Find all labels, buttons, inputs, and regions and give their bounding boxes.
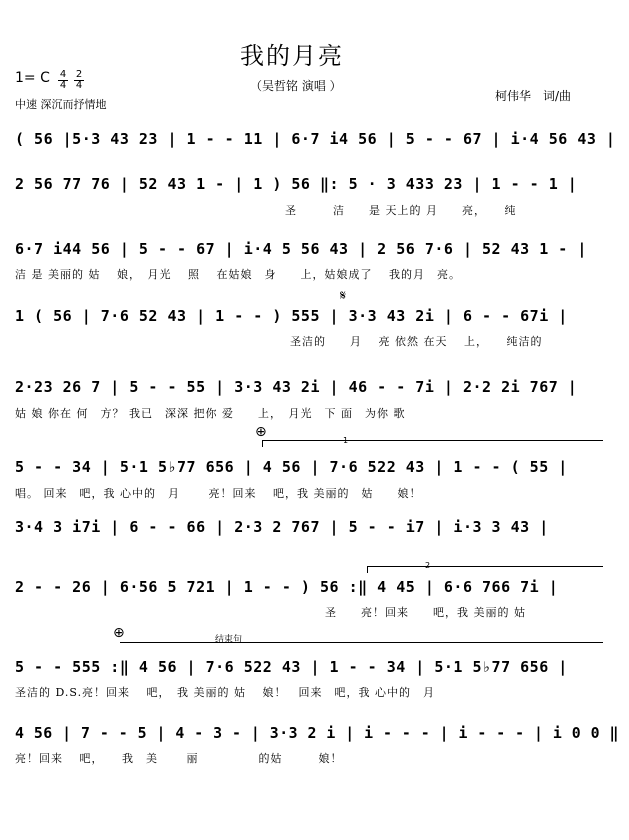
lyrics-line-2: 圣 洁 是 天上的 月 亮， 纯 (285, 204, 517, 217)
score-line-7: 3·4 3 i7i | 6 - - 66 | 2·3 2 767 | 5 - - i7 | i·3 3 43 | (15, 518, 549, 536)
score-line-4: 1 ( 56 | 7·6 52 43 | 1 - - ) 555 | 3·3 43 2i | 6 - - 67i | (15, 307, 568, 325)
coda-sign-2: ⊕ (113, 625, 125, 641)
song-title: 我的月亮 (240, 42, 344, 70)
score-line-5: 2·23 26 7 | 5 - - 55 | 3·3 43 2i | 46 - - 7i | 2·2 2i 767 | (15, 378, 578, 396)
lyrics-line-10: 亮！回来 吧， 我 美 丽 的姑 娘！ (15, 752, 343, 765)
score-line-9: 5 - - 555 :‖ 4 56 | 7·6 522 43 | 1 - - 34 | 5·1 5♭77 656 | (15, 658, 568, 676)
lyrics-line-9: 圣洁的 D.S.亮！回来 吧， 我 美丽的 姑 娘！ 回来 吧，我 心中的 月 (15, 686, 436, 699)
composer-credit: 柯伟华 词/曲 (495, 89, 572, 103)
score-line-1: ( 56 |5·3 43 23 | 1 - - 11 | 6·7 i4 56 | 5 - - 67 | i·4 56 43 | (15, 130, 616, 148)
ending-bracket (120, 642, 603, 643)
lyrics-line-5: 姑 娘 你在 何 方？ 我已 深深 把你 爱 上， 月光 下 面 为你 歌 (15, 407, 406, 420)
coda-sign-1: ⊕ (255, 424, 267, 440)
key-signature: 1= C (15, 70, 50, 86)
lyrics-line-8: 圣 亮！回来 吧，我 美丽的 姑 (325, 606, 526, 619)
volta-bracket-2 (367, 566, 603, 573)
volta-number-2: 2 (425, 561, 431, 570)
ending-label: 结束句 (215, 635, 243, 645)
score-line-10: 4 56 | 7 - - 5 | 4 - 3 - | 3·3 2 i | i - - - | i - - - | i 0 0 ‖ (15, 724, 619, 742)
time-signature-1: 4 4 (59, 69, 67, 91)
score-line-3: 6·7 i44 56 | 5 - - 67 | i·4 5 56 43 | 2 56 7·6 | 52 43 1 - | (15, 240, 587, 258)
lyrics-line-3: 洁 是 美丽的 姑 娘， 月光 照 在姑娘 身 上，姑娘成了 我的月 亮。 (15, 268, 461, 281)
score-line-8: 2 - - 26 | 6·56 5 721 | 1 - - ) 56 :‖ 4 45 | 6·6 766 7i | (15, 578, 559, 596)
lyrics-line-4: 圣洁的 月 亮 依然 在天 上， 纯洁的 (290, 335, 543, 348)
score-line-2: 2 56 77 76 | 52 43 1 - | 1 ) 56 ‖: 5 · 3 433 23 | 1 - - 1 | (15, 175, 578, 193)
volta-bracket-1 (262, 440, 603, 447)
singer-credit: （吴哲铭 演唱 ） (250, 79, 342, 93)
time-signature-2: 2 4 (75, 69, 83, 91)
lyrics-line-6: 唱。 回来 吧，我 心中的 月 亮！回来 吧，我 美丽的 姑 娘！ (15, 487, 422, 500)
score-line-6: 5 - - 34 | 5·1 5♭77 656 | 4 56 | 7·6 522 43 | 1 - - ( 55 | (15, 458, 568, 476)
tempo-marking: 中速 深沉而抒情地 (15, 98, 107, 111)
volta-number-1: 1 (343, 436, 349, 445)
segno-sign: 𝄋 (340, 288, 347, 304)
